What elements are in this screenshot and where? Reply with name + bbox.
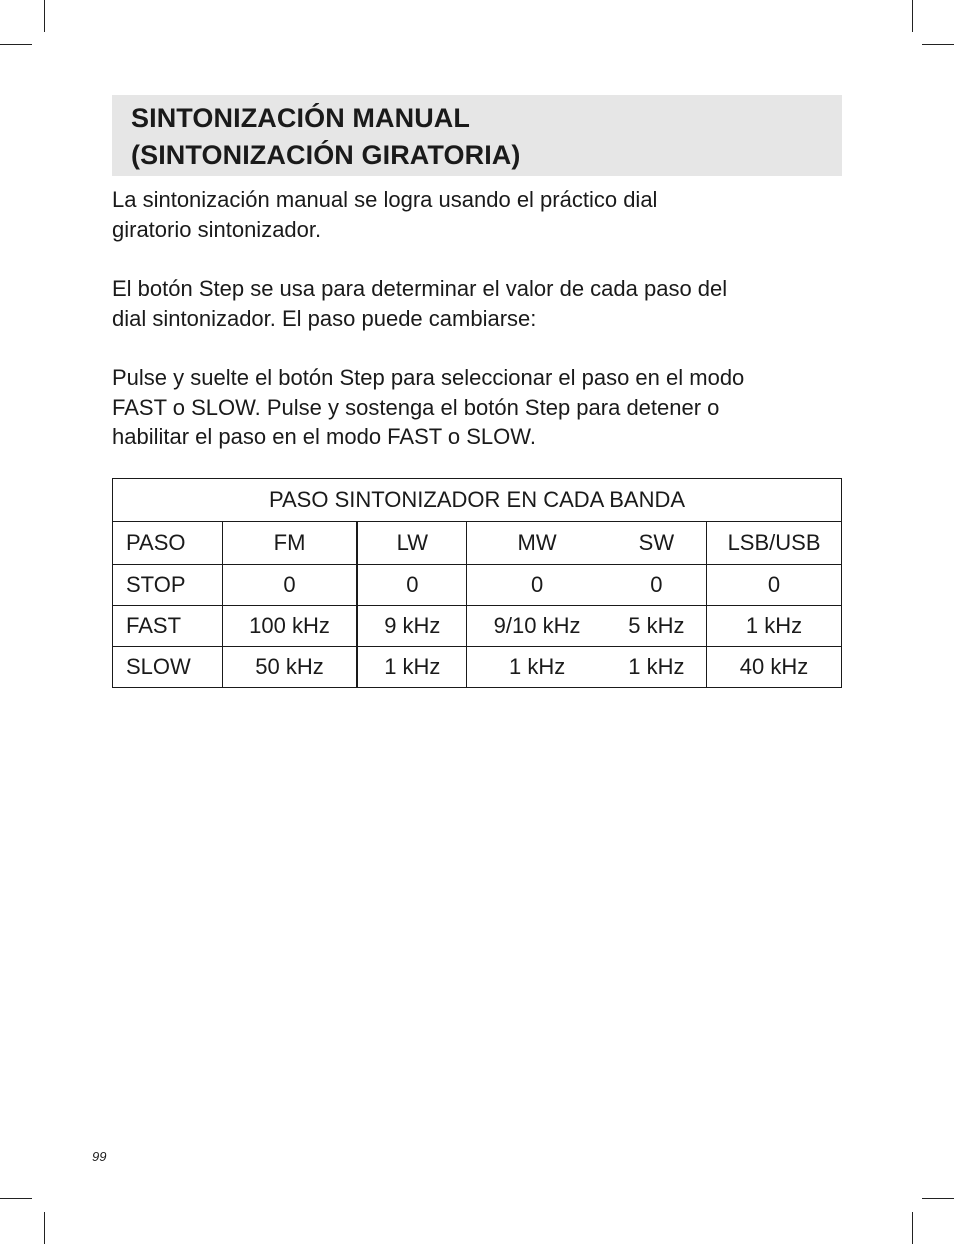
table-title: PASO SINTONIZADOR EN CADA BANDA — [113, 479, 842, 522]
paragraph-fast-slow — [112, 363, 842, 452]
table-cell: 0 — [707, 565, 842, 606]
column-header-fm: FM — [222, 522, 357, 565]
section-header — [112, 95, 842, 176]
table-cell: 0 — [607, 565, 707, 606]
table-cell: 0 — [467, 565, 607, 606]
paragraph-step-button — [112, 274, 842, 333]
paragraph-line: FAST o SLOW. Pulse y sostenga el botón Step para detener o — [112, 394, 720, 420]
table-row — [113, 565, 842, 606]
table-cell: 50 kHz — [222, 647, 357, 688]
table-cell: STOP — [113, 565, 223, 606]
table-title-row — [113, 479, 842, 522]
column-header-paso: PASO — [113, 522, 223, 565]
table-cell: FAST — [113, 606, 223, 647]
column-header-lsb-usb: LSB/USB — [707, 522, 842, 565]
crop-mark-top-left-horizontal — [0, 44, 32, 45]
crop-mark-bottom-right-horizontal — [922, 1198, 954, 1199]
table-header-row — [113, 522, 842, 565]
paragraph-line: dial sintonizador. El paso puede cambiarse: — [112, 305, 537, 331]
paragraph-line: giratorio sintonizador. — [112, 216, 322, 242]
section-title — [131, 100, 842, 174]
tuning-step-table — [112, 478, 842, 688]
crop-mark-top-left-vertical — [44, 0, 45, 32]
table-cell: 40 kHz — [707, 647, 842, 688]
column-header-sw: SW — [607, 522, 707, 565]
table-cell: SLOW — [113, 647, 223, 688]
table-cell: 5 kHz — [607, 606, 707, 647]
crop-mark-top-right-horizontal — [922, 44, 954, 45]
crop-mark-bottom-left-horizontal — [0, 1198, 32, 1199]
paragraph-line: El botón Step se usa para determinar el valor de cada paso del — [112, 276, 728, 301]
table-cell: 9 kHz — [357, 606, 467, 647]
crop-mark-top-right-vertical — [912, 0, 913, 32]
table-cell: 9/10 kHz — [467, 606, 607, 647]
paragraph-line: La sintonización manual se logra usando el práctico dial — [112, 187, 658, 212]
paragraph-line: habilitar el paso en el modo FAST o SLOW. — [112, 424, 536, 449]
table-cell: 1 kHz — [707, 606, 842, 647]
table-cell: 100 kHz — [222, 606, 357, 647]
table-cell: 1 kHz — [607, 647, 707, 688]
column-header-lw: LW — [357, 522, 467, 565]
section-title-line-1: SINTONIZACIÓN MANUAL — [131, 103, 470, 133]
page-number: 99 — [92, 1149, 107, 1164]
crop-mark-bottom-left-vertical — [44, 1212, 45, 1244]
section-title-line-2: (SINTONIZACIÓN GIRATORIA) — [131, 140, 521, 170]
table-cell: 0 — [222, 565, 357, 606]
table-cell: 0 — [357, 565, 467, 606]
table-cell: 1 kHz — [467, 647, 607, 688]
column-header-mw: MW — [467, 522, 607, 565]
paragraph-line: Pulse y suelte el botón Step para seleccionar el paso en el modo — [112, 365, 745, 390]
paragraph-intro — [112, 185, 842, 244]
table-row — [113, 606, 842, 647]
table-row — [113, 647, 842, 688]
table-cell: 1 kHz — [357, 647, 467, 688]
crop-mark-bottom-right-vertical — [912, 1212, 913, 1244]
